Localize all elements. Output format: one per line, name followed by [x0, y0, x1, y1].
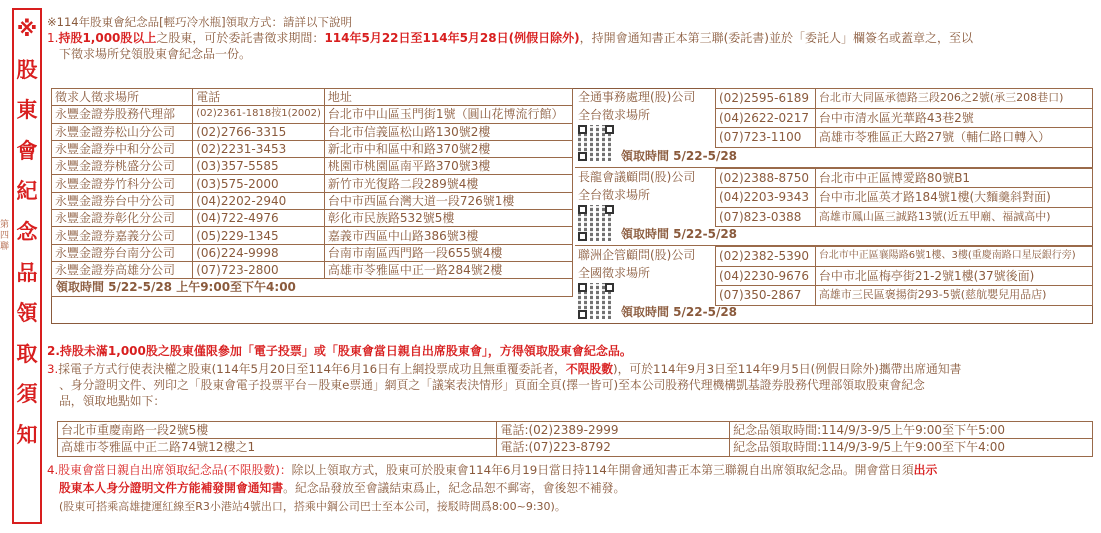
address-cell: 台北市中正區博愛路80號B1: [815, 168, 1092, 188]
table-row-cell: (02)2766-3315: [193, 123, 325, 140]
solicitor-row: [716, 286, 1093, 306]
table-row-cell: 永豐金證券台中分公司: [52, 192, 193, 209]
solicitor-row: [716, 108, 1093, 128]
paragraph-1-line2: 下徵求場所兌領股東會紀念品一份。: [59, 47, 252, 61]
phone-cell: (07)723-1100: [716, 128, 816, 148]
solicitor-group: [575, 245, 1093, 324]
qr-code: [578, 125, 614, 161]
address-cell: 高雄市苓雅區正大路27號（輔仁路口轉入）: [815, 128, 1092, 148]
table-row: [52, 227, 573, 244]
table-row: [52, 106, 573, 123]
phone-cell: (04)2203-9343: [716, 188, 816, 208]
table-row-cell: (05)229-1345: [193, 227, 325, 244]
table-row-cell: 新竹市光復路二段289號4樓: [324, 175, 572, 192]
agent-office-table: [57, 421, 1093, 457]
table-header-row-cell: 電話: [193, 89, 325, 106]
address-cell: 台北市中正區襄陽路6號1樓、3樓(重慶南路口星辰銀行旁): [815, 247, 1092, 267]
table-row: [52, 123, 573, 140]
table-row: [52, 158, 573, 175]
qr-code: [578, 283, 614, 319]
table-row: [52, 210, 573, 227]
table-row-cell: (03)357-5585: [193, 158, 325, 175]
pickup-time-label: 領取時間 5/22-5/28: [621, 305, 738, 320]
side-label: 第四聯: [0, 220, 10, 252]
table-row: [52, 192, 573, 209]
table-row: [52, 140, 573, 157]
paragraph-1-line1: 1.持股1,000股以上之股東，可於委託書徵求期間：114年5月22日至114年5月28日(例假日除外)，持開會通知書正本第三聯(委託書)並於「委託人」欄簽名或蓋章之，至以: [47, 31, 973, 45]
table-row-cell: 永豐金證券台南分公司: [52, 244, 193, 261]
address-cell: 高雄市鳳山區三誠路13號(近五甲廟、福誠高中): [815, 207, 1092, 227]
pickup-time-footer: 領取時間 5/22-5/28 上午9:00至下午4:00: [52, 279, 573, 296]
phone-cell: (02)2595-6189: [716, 89, 816, 109]
address-cell: 高雄市三民區褒揚街293-5號(慈航嬰兒用品店): [815, 286, 1092, 306]
vertical-title-char: 股: [16, 57, 38, 82]
vertical-title-box: [12, 8, 42, 524]
header-note: ※114年股東會紀念品[輕巧冷水瓶]領取方式：請詳以下說明: [47, 15, 353, 29]
table-row-cell: (02)2361-1818按1(2002): [193, 106, 325, 123]
solicitor-row: [716, 266, 1093, 286]
paragraph-3-line2: 、身分證明文件、列印之「股東會電子投票平台－股東e票通」網頁之「議案表決情形」頁面全頁(擇一皆可)至本公司股務代理機構凱基證券股務代理部領取股東會紀念: [59, 378, 925, 392]
table-row-cell: 台中市西區台灣大道一段726號1樓: [324, 192, 572, 209]
table-row-cell: 永豐金證券竹科分公司: [52, 175, 193, 192]
vertical-title-char: 領: [16, 301, 38, 326]
solicitor-row: [716, 207, 1093, 227]
table-header-row: [52, 89, 573, 106]
office-row-cell: 紀念品領取時間:114/9/3-9/5上午9:00至下午5:00: [730, 422, 1093, 439]
table-row-cell: 永豐金證券松山分公司: [52, 123, 193, 140]
solicitor-row: [716, 168, 1093, 188]
table-row-cell: 永豐金證券中和分公司: [52, 140, 193, 157]
solicitor-group: [575, 88, 1093, 167]
paragraph-4-line1: 4.股東會當日親自出席領取紀念品(不限股數)：除以上領取方式，股東可於股東會114年6月19日當日持114年開會通知書正本第三聯親自出席領取紀念品。開會當日須出示: [47, 463, 938, 477]
solicitor-subtitle: 全台徵求場所: [578, 187, 651, 202]
table-row-cell: 永豐金證券股務代理部: [52, 106, 193, 123]
paragraph-3-line1: 3.採電子方式行使表決權之股東(114年5月20日至114年6月16日有上網投票成功且無重覆委託者，不限股數)，可於114年9月3日至114年9月5日(例假日除外)攜帶出席通知書: [47, 362, 962, 376]
pickup-time-label: 領取時間 5/22-5/28: [621, 226, 738, 241]
office-row-cell: 電話:(02)2389-2999: [497, 422, 730, 439]
table-row-cell: (06)224-9998: [193, 244, 325, 261]
pickup-time-label: 領取時間 5/22-5/28: [621, 149, 738, 163]
address-cell: 台北市大同區承德路三段206之2號(承三208巷口): [815, 89, 1092, 109]
table-row-cell: 台南市南區西門路一段655號4樓: [324, 244, 572, 261]
office-row-cell: 高雄市苓雅區中正二路74號12樓之1: [58, 439, 497, 456]
vertical-title-char: 念: [16, 219, 38, 244]
vertical-title-char: 須: [16, 382, 38, 407]
office-row-cell: 紀念品領取時間:114/9/3-9/5上午9:00至下午4:00: [730, 439, 1093, 456]
vertical-title-char: 東: [16, 98, 38, 123]
table-row-cell: (02)2231-3453: [193, 140, 325, 157]
phone-cell: (04)2622-0217: [716, 108, 816, 128]
qr-code: [578, 205, 614, 241]
paragraph-4-line2: 股東本人身分證明文件方能補發開會通知書。紀念品發放至會議結束爲止，紀念品恕不郵寄，會後恕不補發。: [59, 481, 626, 495]
solicitor-row: [716, 89, 1093, 109]
table-row: [52, 261, 573, 278]
address-cell: 台中市清水區光華路43巷2號: [815, 108, 1092, 128]
table-row-cell: 永豐金證券桃盛分公司: [52, 158, 193, 175]
paragraph-4-line3: (股東可搭乘高雄捷運紅線至R3小港站4號出口，搭乘中鋼公司巴士至本公司，接駁時間爲8:00~9:30)。: [59, 500, 566, 513]
solicitor-groups: [575, 88, 1093, 324]
table-row: [52, 175, 573, 192]
solicitor-row: [716, 247, 1093, 267]
table-row-cell: 台北市信義區松山路130號2樓: [324, 123, 572, 140]
phone-cell: (04)2230-9676: [716, 266, 816, 286]
phone-cell: (02)2388-8750: [716, 168, 816, 188]
table-header-row-cell: 徵求人徵求場所: [52, 89, 193, 106]
table-row-cell: 永豐金證券彰化分公司: [52, 210, 193, 227]
office-row-cell: 電話:(07)223-8792: [497, 439, 730, 456]
vertical-title-char: 紀: [16, 179, 38, 204]
table-row-cell: 永豐金證券嘉義分公司: [52, 227, 193, 244]
phone-cell: (02)2382-5390: [716, 247, 816, 267]
vertical-title-char: 取: [16, 341, 38, 366]
table-row-cell: 桃園市桃園區南平路370號3樓: [324, 158, 572, 175]
agent-locations-table: [51, 88, 573, 297]
solicitor-name: 全通事務處理(股)公司: [578, 90, 696, 104]
phone-cell: (07)350-2867: [716, 286, 816, 306]
table-row-cell: (04)722-4976: [193, 210, 325, 227]
address-cell: 台中市北區梅亭街21-2號1樓(37號後面): [815, 266, 1092, 286]
vertical-title-char: 會: [16, 138, 38, 163]
paragraph-3-line3: 品，領取地點如下：: [59, 394, 166, 408]
vertical-title-char: 知: [16, 422, 38, 447]
table-row-cell: 高雄市苓雅區中正一路284號2樓: [324, 261, 572, 278]
solicitor-subtitle: 全國徵求場所: [578, 266, 651, 281]
solicitor-row: [716, 128, 1093, 148]
solicitor-group: [575, 167, 1093, 246]
solicitor-name: 聯洲企管顧問(股)公司: [578, 248, 696, 263]
solicitor-subtitle: 全台徵求場所: [578, 108, 651, 122]
table-row-cell: (07)723-2800: [193, 261, 325, 278]
office-row-cell: 台北市重慶南路一段2號5樓: [58, 422, 497, 439]
office-row: [58, 422, 1093, 439]
vertical-title-char: ※: [16, 17, 38, 41]
table-header-row-cell: 地址: [324, 89, 572, 106]
solicitor-row: [716, 188, 1093, 208]
table-row-cell: 彰化市民族路532號5樓: [324, 210, 572, 227]
table-row-cell: 永豐金證券高雄分公司: [52, 261, 193, 278]
table-row-cell: (03)575-2000: [193, 175, 325, 192]
office-row: [58, 439, 1093, 456]
table-row-cell: 嘉義市西區中山路386號3樓: [324, 227, 572, 244]
address-cell: 台中市北區英才路184號1樓(大麵羹斜對面): [815, 188, 1092, 208]
table-row-cell: (04)2202-2940: [193, 192, 325, 209]
paragraph-2: 2.持股未滿1,000股之股東僅限參加「電子投票」或「股東會當日親自出席股東會」，方得領取股東會紀念品。: [47, 344, 632, 358]
phone-cell: (07)823-0388: [716, 207, 816, 227]
table-row-cell: 台北市中山區玉門街1號（圓山花博流行館）: [324, 106, 572, 123]
table-row-cell: 新北市中和區中和路370號2樓: [324, 140, 572, 157]
table-row: [52, 244, 573, 261]
vertical-title-char: 品: [16, 260, 38, 285]
solicitor-name: 長龍會議顧問(股)公司: [578, 169, 696, 184]
